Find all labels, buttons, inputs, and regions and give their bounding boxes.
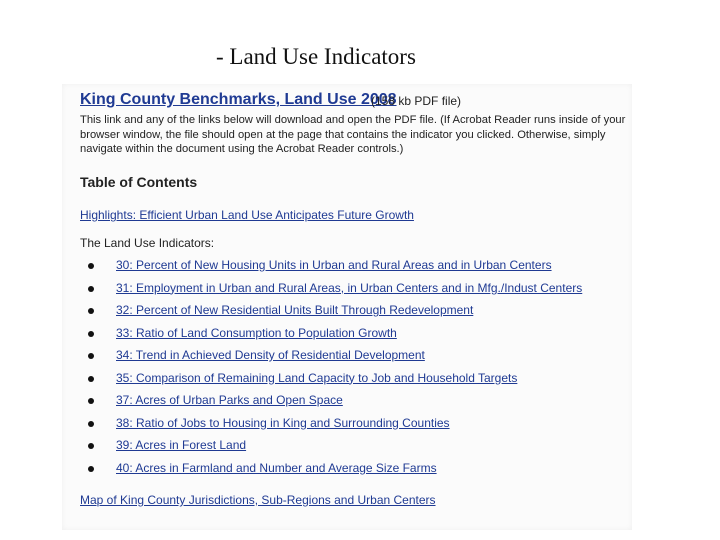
list-item [88, 435, 582, 458]
bullet-icon [88, 331, 94, 337]
indicator-link[interactable]: 33: Ratio of Land Consumption to Population Growth [116, 325, 397, 340]
list-item [88, 458, 582, 481]
indicator-list [88, 255, 582, 480]
bullet-icon [88, 286, 94, 292]
bullet-icon [88, 398, 94, 404]
list-item [88, 345, 582, 368]
indicator-link[interactable]: 31: Employment in Urban and Rural Areas, in Urban Centers and in Mfg./Indust Centers [116, 280, 583, 295]
list-item [88, 300, 582, 323]
indicator-link[interactable]: 32: Percent of New Residential Units Built Through Redevelopment [116, 303, 474, 317]
indicator-link[interactable]: 34: Trend in Achieved Density of Residential Development [116, 348, 425, 362]
list-item [88, 278, 582, 301]
benchmarks-pdf-link[interactable]: King County Benchmarks, Land Use 2008 [80, 91, 397, 108]
indicator-link[interactable]: 39: Acres in Forest Land [116, 438, 247, 452]
bullet-icon [88, 263, 94, 269]
bullet-icon [88, 308, 94, 314]
bullet-icon [88, 466, 94, 472]
list-item [88, 413, 582, 436]
bullet-icon [88, 421, 94, 427]
indicator-link[interactable]: 40: Acres in Farmland and Number and Average Size Farms [116, 460, 437, 475]
intro-text: This link and any of the links below will download and open the PDF file. (If Acrobat Reader runs inside of your browser window, the file should open at the page that contains the indicator you clicked. Otherwise, simply navigate within the document using the Acrobat Reader controls.) [80, 114, 626, 155]
highlights-link[interactable]: Highlights: Efficient Urban Land Use Anticipates Future Growth [80, 208, 414, 222]
list-item [88, 368, 582, 391]
indicator-link[interactable]: 37: Acres of Urban Parks and Open Space [116, 393, 343, 407]
bullet-icon [88, 376, 94, 382]
jurisdictions-map-link[interactable]: Map of King County Jurisdictions, Sub-Regions and Urban Centers [80, 493, 436, 507]
indicator-link[interactable]: 30: Percent of New Housing Units in Urban and Rural Areas and in Urban Centers [116, 258, 552, 272]
list-item [88, 390, 582, 413]
toc-heading: Table of Contents [80, 174, 198, 190]
list-item [88, 255, 582, 278]
file-size-note: (158 kb PDF file) [371, 94, 462, 108]
bullet-icon [88, 353, 94, 359]
indicators-label: The Land Use Indicators: [80, 236, 215, 250]
indicator-link[interactable]: 38: Ratio of Jobs to Housing in King and Surrounding Counties [116, 415, 450, 430]
list-item [88, 323, 582, 346]
bullet-icon [88, 443, 94, 449]
indicator-link[interactable]: 35: Comparison of Remaining Land Capacity to Job and Household Targets [116, 370, 518, 385]
slide-title: - Land Use Indicators [216, 44, 416, 69]
